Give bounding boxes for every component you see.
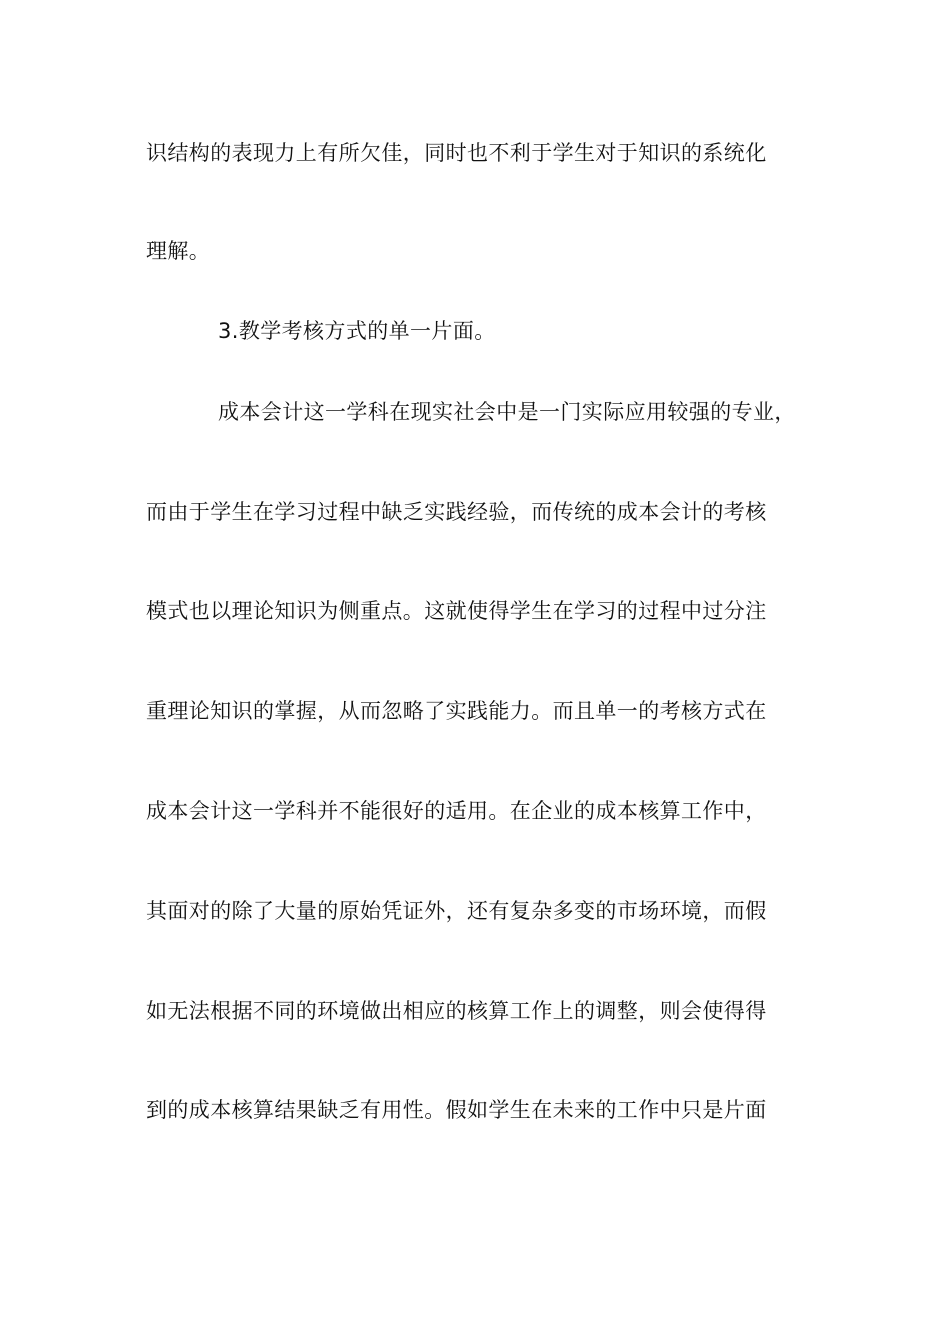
- paragraph-line: 识结构的表现力上有所欠佳，同时也不利于学生对于知识的系统化: [146, 141, 767, 165]
- paragraph-line: 其面对的除了大量的原始凭证外，还有复杂多变的市场环境，而假: [146, 899, 767, 923]
- paragraph-line: 成本会计这一学科在现实社会中是一门实际应用较强的专业，: [218, 400, 796, 424]
- paragraph-line: 模式也以理论知识为侧重点。这就使得学生在学习的过程中过分注: [146, 599, 767, 623]
- paragraph-line: 重理论知识的掌握，从而忽略了实践能力。而且单一的考核方式在: [146, 699, 767, 723]
- paragraph-line: 如无法根据不同的环境做出相应的核算工作上的调整，则会使得得: [146, 999, 767, 1023]
- paragraph-line: 成本会计这一学科并不能很好的适用。在企业的成本核算工作中，: [146, 799, 767, 823]
- paragraph-line: 理解。: [146, 239, 211, 263]
- paragraph-line: 到的成本核算结果缺乏有用性。假如学生在未来的工作中只是片面: [146, 1098, 767, 1122]
- paragraph-line: 而由于学生在学习过程中缺乏实践经验，而传统的成本会计的考核: [146, 500, 767, 524]
- section-heading: 3.教学考核方式的单一片面。: [218, 319, 496, 343]
